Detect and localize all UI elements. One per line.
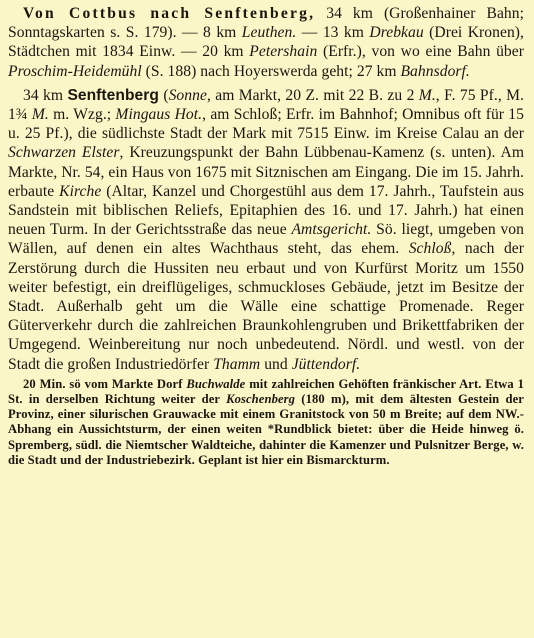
currency-mark: M.: [418, 86, 436, 104]
senftenberg-text: (Altar, Kanzel und Chorgestühl aus dem 17. Jahrh., Taufstein aus Sandstein mit biblischen Reliefs, Epitaphien des 16. und 17. Jahrh.) hat einen neuen Turm. In der Gerichtsstraße das neue: [8, 182, 525, 239]
castle: Schloß: [408, 240, 452, 258]
place-petershain: Petershain: [249, 43, 318, 61]
route-text: (Drei Kronen), Städtchen mit 1834 Einw. — 20 km: [8, 24, 524, 61]
village-thamm: Thamm: [213, 355, 261, 373]
excursion-text: (180 m), mit dem ältesten Gestein der Provinz, einer silurischen Grauwacke mit einem Granitstock von 50 m Breite; auf dem NW.-Abhang ein Aussichtsturm, der einen weiten *Rundblick bietet: über die Heide hinweg ö. Spremberg, südl. die Niemtscher Waldteiche, dahinter die Kamenzer und Pulsnitzer Berge, w. die Stadt und der Industriebezirk. Geplant ist hier ein Bismarckturm.: [8, 392, 524, 467]
church: Kirche: [59, 182, 102, 200]
senftenberg-text: m. Wzg.;: [53, 106, 112, 124]
river-schwarze-elster: Schwarzen Elster: [8, 144, 120, 162]
currency-mark: M.: [31, 106, 49, 124]
route-heading: Von Cottbus nach Senftenberg,: [23, 5, 316, 22]
hotel-mingaus: Mingaus Hot.: [115, 106, 203, 124]
route-distance: 34 km: [326, 5, 373, 22]
place-drebkau: Drebkau: [369, 24, 424, 42]
senftenberg-paragraph: [8, 86, 524, 374]
route-text: (Großenhainer Bahn; Sonntagskarten s. S. 179). — 8 km: [8, 5, 524, 42]
hotel-sonne: Sonne: [168, 86, 207, 104]
senftenberg-km: 34 km: [23, 86, 64, 104]
route-text: (S. 188) nach Hoyerswerda geht; 27 km: [145, 62, 397, 80]
village-juettendorf: Jüttendorf.: [291, 355, 361, 373]
village-buchwalde: Buchwalde: [186, 376, 246, 391]
place-proschim-heidemuehl: Proschim-Heidemühl: [8, 62, 142, 80]
route-text: — 13 km: [301, 24, 364, 42]
excursion-text: mit zahlreichen Gehöften fränkischer Art. Etwa 1 St. in derselben Richtung weiter der: [8, 376, 525, 407]
route-paragraph: [8, 4, 524, 81]
senftenberg-heading: Senftenberg: [67, 86, 159, 104]
senftenberg-text: , Kreuzungspunkt der Bahn Lübbenau-Kamenz (s. unten). Am Markte, Nr. 54, ein Haus von 1675 mit Sitznischen am Eingang. Die im 15. Jahrh. erbaute: [8, 144, 525, 200]
senftenberg-text: , nach der Zerstörung durch die Hussiten neu erbaut und von Kurfürst Moritz um 1550 weiter befestigt, ein dreiflügeliges, schmuckloses Gebäude, jetzt im Besitze der Stadt. Außerhalb geht um die Wälle eine schattige Promenade. Reger Güterverkehr durch die zahlreichen Braunkohlengruben und Brikettfabriken der Umgegend. Weinbereitung nur noch unbedeutend. Nördl. und westl. von der Stadt die großen Industriedörfer: [8, 240, 525, 373]
senftenberg-text: (: [163, 86, 169, 104]
route-text: (Erfr.), von wo eine Bahn über: [323, 43, 524, 61]
court-building: Amtsgericht.: [291, 221, 372, 239]
senftenberg-text: und: [264, 355, 288, 373]
senftenberg-text: , F. 75 Pf., M. 1¾: [8, 86, 524, 124]
senftenberg-text: Sö. liegt, umgeben von Wällen, auf denen ein altes Wachthaus steht, das ehem.: [8, 221, 524, 258]
hill-koschenberg: Koschenberg: [226, 392, 296, 407]
place-bahnsdorf: Bahnsdorf.: [400, 62, 470, 80]
excursion-text: 20 Min. sö vom Markte Dorf: [23, 376, 183, 391]
excursion-paragraph: [8, 377, 524, 468]
senftenberg-text: , am Markt, 20 Z. mit 22 B. zu 2: [206, 86, 415, 104]
place-leuthen: Leuthen.: [241, 24, 297, 42]
senftenberg-text: , am Schloß; Erfr. im Bahnhof; Omnibus oft für 15 u. 25 Pf.), die südlichste Stadt der Mark mit 7515 Einw. im Kreise Calau an der: [8, 106, 524, 143]
